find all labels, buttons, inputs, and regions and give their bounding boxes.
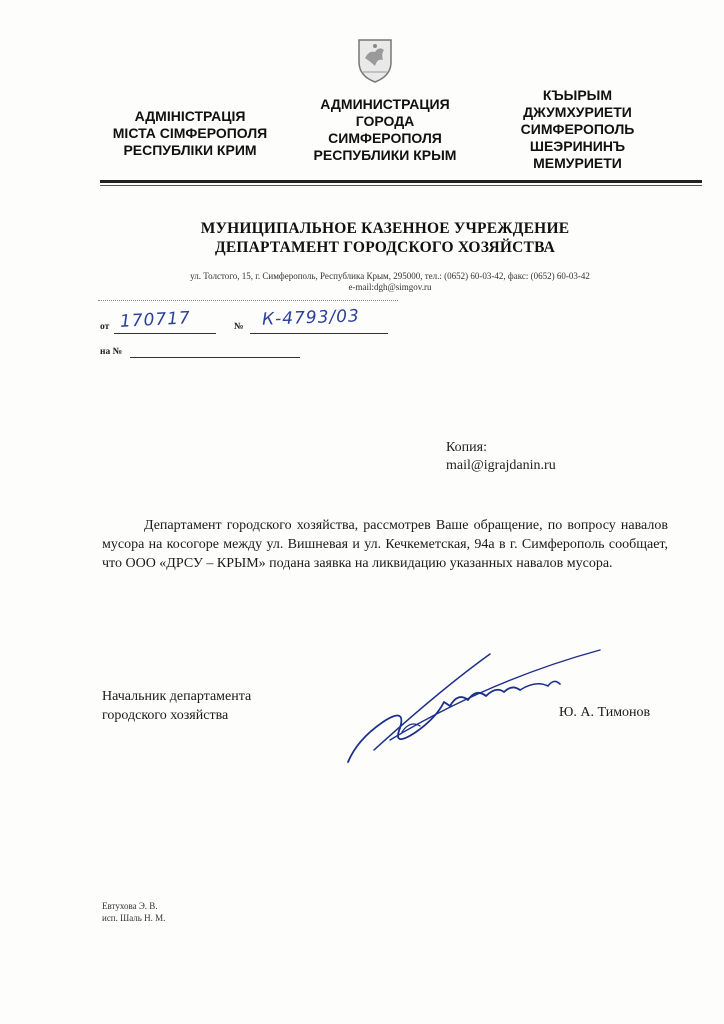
reply-to-label: на № bbox=[100, 347, 123, 357]
organization-email: e-mail:dgh@simgov.ru bbox=[348, 282, 432, 292]
letter-body: Департамент городского хозяйства, рассмотрев Ваше обращение, по вопросу навалов мусора на косогоре между ул. Вишневая и ул. Кечкеметская, 94а в г. Симферополь сообщает, что ООО «ДРСУ – КРЫМ» подана заявка на ликвидацию указанных навалов мусора. bbox=[102, 518, 668, 571]
executor-line-1: Евтухова Э. В. bbox=[102, 901, 158, 911]
header-crimean-tatar-org: КЪЫРЫМ ДЖУМХУРИЕТИ СИМФЕРОПОЛЬ ШЕЭРИНИНЪ МЕМУРИЕТИ bbox=[520, 87, 635, 171]
copy-address: mail@igrajdanin.ru bbox=[446, 458, 556, 473]
crimea-coat-of-arms-icon bbox=[355, 36, 395, 84]
signatory-title: Начальник департамента городского хозяйства bbox=[102, 689, 252, 723]
date-underline bbox=[114, 333, 216, 334]
header-russian-org: АДМИНИСТРАЦИЯ ГОРОДА СИМФЕРОПОЛЯ РЕСПУБЛИКИ КРЫМ bbox=[313, 96, 457, 163]
dotted-separator bbox=[98, 300, 398, 301]
header-divider-thin bbox=[100, 185, 702, 186]
reply-to-underline bbox=[130, 357, 300, 358]
organization-name-line2: ДЕПАРТАМЕНТ ГОРОДСКОГО ХОЗЯЙСТВА bbox=[214, 239, 556, 256]
date-label: от bbox=[100, 322, 110, 332]
number-underline bbox=[250, 333, 388, 334]
organization-address: ул. Толстого, 15, г. Симферополь, Республика Крым, 295000, тел.: (0652) 60-03-42, факс: (0652) 60-03-42 bbox=[190, 271, 590, 281]
organization-name-line1: МУНИЦИПАЛЬНОЕ КАЗЕННОЕ УЧРЕЖДЕНИЕ bbox=[200, 220, 570, 237]
number-label: № bbox=[234, 322, 244, 332]
header-ukrainian-org: АДМІНІСТРАЦІЯ МІСТА СІМФЕРОПОЛЯ РЕСПУБЛІКИ КРИМ bbox=[112, 108, 268, 158]
signatory-name: Ю. А. Тимонов bbox=[559, 705, 651, 720]
copy-label: Копия: bbox=[446, 440, 487, 455]
handwritten-date: 170717 bbox=[119, 308, 192, 332]
handwritten-number: К-4793/03 bbox=[261, 306, 361, 330]
header-divider-thick bbox=[100, 180, 702, 183]
executor-line-2: исп. Шаль Н. М. bbox=[102, 913, 166, 923]
